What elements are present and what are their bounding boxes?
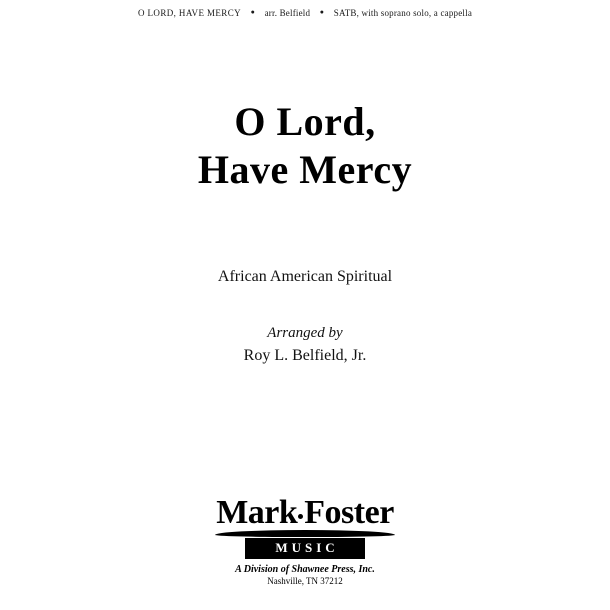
publisher-name-part-1: Mark [216,494,298,531]
logo-dot-icon [298,514,303,519]
header-bullet-icon-1: ● [250,8,256,16]
publisher-name-part-2: Foster [304,494,394,531]
arranger-credit-block [0,322,610,368]
publisher-wordmark [215,494,395,537]
page-title [0,98,610,194]
running-header-arranger: arr. Belfield [264,8,311,18]
running-header [0,8,610,19]
publisher-logo [0,494,610,586]
logo-swash-icon [215,530,395,537]
running-header-title: O LORD, HAVE MERCY [137,8,242,18]
publisher-division-line: A Division of Shawnee Press, Inc. [235,564,375,575]
composition-source: African American Spiritual [217,268,393,285]
publisher-city-line: Nashville, TN 37212 [267,576,343,586]
header-bullet-icon-2: ● [319,8,325,16]
publisher-music-word: MUSIC [245,538,364,559]
running-header-voicing: SATB, with soprano solo, a cappella [333,8,473,18]
title-line-1: O Lord, [234,99,376,144]
arranged-by-label: Arranged by [267,325,343,341]
arranger-name: Roy L. Belfield, Jr. [243,347,367,364]
title-line-2: Have Mercy [197,147,413,192]
